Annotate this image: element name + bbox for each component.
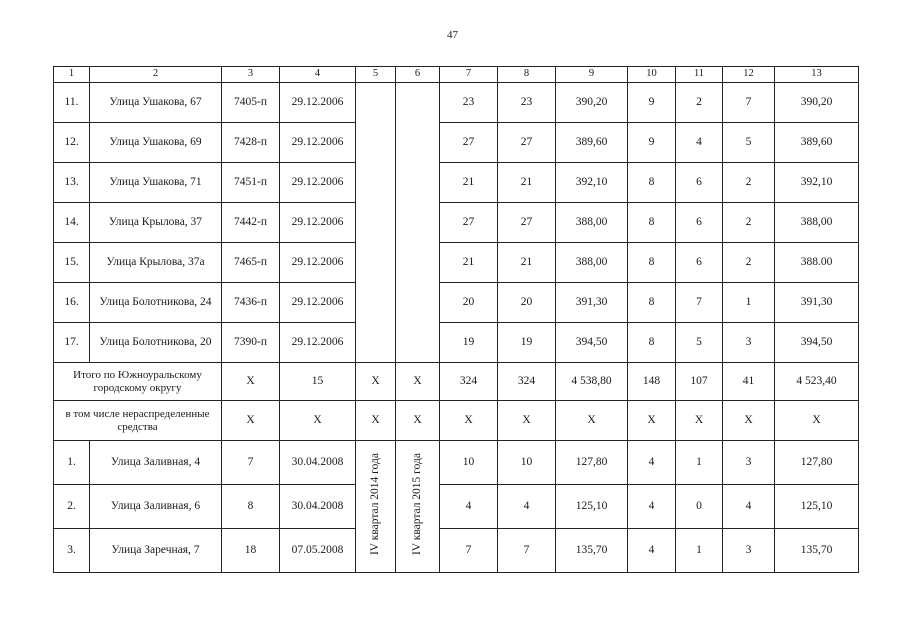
total-cell: 148 [628,363,676,401]
row-number: 3. [54,529,90,573]
column-number: 3 [222,67,280,83]
table-row [54,441,859,485]
total-label: Итого по Южноуральскому городскому округу [54,363,222,401]
table-cell: 391,30 [556,283,628,323]
total-row [54,363,859,401]
column-number: 1 [54,67,90,83]
row-number: 13. [54,163,90,203]
column-number: 7 [440,67,498,83]
table-cell: 388,00 [775,203,859,243]
column-number: 13 [775,67,859,83]
table-cell: 2 [723,243,775,283]
street-name: Улица Крылова, 37а [90,243,222,283]
table-cell: 4 [628,485,676,529]
subtotal-cell: Х [498,401,556,441]
table-cell: 29.12.2006 [280,203,356,243]
street-name: Улица Ушакова, 67 [90,83,222,123]
table-cell: 29.12.2006 [280,83,356,123]
table-row [54,529,859,573]
table-cell: 4 [723,485,775,529]
table-cell: 388.00 [775,243,859,283]
page-number: 47 [447,29,458,41]
table-cell: 388,00 [556,243,628,283]
street-name: Улица Болотникова, 24 [90,283,222,323]
quarter-cell-c5 [356,441,396,573]
table-cell: 3 [723,323,775,363]
table-cell: 390,20 [775,83,859,123]
table-cell: 7 [222,441,280,485]
table-cell: 7465-п [222,243,280,283]
table-cell: 7405-п [222,83,280,123]
table-cell: 6 [676,163,723,203]
subtotal-cell: Х [356,401,396,441]
column-number: 10 [628,67,676,83]
table-cell: 21 [498,163,556,203]
row-number: 14. [54,203,90,243]
table-cell: 5 [723,123,775,163]
row-number: 2. [54,485,90,529]
table-cell: 1 [676,529,723,573]
table-cell: 4 [498,485,556,529]
quarter-cell-c6 [396,441,440,573]
table-cell: 125,10 [556,485,628,529]
table-cell: 29.12.2006 [280,163,356,203]
table-cell: 125,10 [775,485,859,529]
table-cell: 6 [676,243,723,283]
table-row [54,283,859,323]
table-cell: 389,60 [556,123,628,163]
total-cell: 324 [498,363,556,401]
total-cell: 107 [676,363,723,401]
table-cell: 389,60 [775,123,859,163]
total-cell: Х [222,363,280,401]
table-cell: 7 [676,283,723,323]
table-cell: 7 [723,83,775,123]
table-row [54,485,859,529]
table-cell: 2 [676,83,723,123]
table-cell: 18 [222,529,280,573]
table-cell: 27 [498,203,556,243]
quarter-label: IV квартал 2015 года [410,453,423,556]
total-cell: Х [356,363,396,401]
table-cell: 29.12.2006 [280,243,356,283]
total-cell: 4 538,80 [556,363,628,401]
table-cell: 3 [723,529,775,573]
table-cell: 9 [628,83,676,123]
row-number: 16. [54,283,90,323]
column-number: 6 [396,67,440,83]
table-row [54,163,859,203]
table-cell: 19 [440,323,498,363]
row-number: 11. [54,83,90,123]
table-cell: 23 [440,83,498,123]
table-cell: 29.12.2006 [280,123,356,163]
table-cell: 7 [498,529,556,573]
table-cell: 135,70 [556,529,628,573]
column-number: 12 [723,67,775,83]
subtotal-cell: Х [222,401,280,441]
table-cell: 1 [723,283,775,323]
table-row [54,203,859,243]
column-number: 5 [356,67,396,83]
street-name: Улица Крылова, 37 [90,203,222,243]
table-cell: 8 [222,485,280,529]
subtotal-cell: Х [396,401,440,441]
table-cell: 27 [440,123,498,163]
table-cell: 27 [498,123,556,163]
column-number: 11 [676,67,723,83]
street-name: Улица Ушакова, 69 [90,123,222,163]
table-cell: 3 [723,441,775,485]
table-cell: 20 [498,283,556,323]
register-table [53,66,859,573]
subtotal-cell: Х [775,401,859,441]
table-cell: 4 [676,123,723,163]
street-name: Улица Заливная, 4 [90,441,222,485]
table-cell: 29.12.2006 [280,283,356,323]
table-cell: 8 [628,283,676,323]
table-cell: 4 [628,529,676,573]
table-cell: 392,10 [556,163,628,203]
total-cell: 324 [440,363,498,401]
table-cell: 4 [440,485,498,529]
quarter-label: IV квартал 2014 года [368,453,381,556]
row-number: 12. [54,123,90,163]
table-cell: 1 [676,441,723,485]
table-cell: 29.12.2006 [280,323,356,363]
subtotal-cell: Х [676,401,723,441]
table-cell: 7442-п [222,203,280,243]
column-number-row [54,67,859,83]
table-cell: 27 [440,203,498,243]
table-cell: 21 [440,243,498,283]
total-cell: 15 [280,363,356,401]
subtotal-cell: Х [280,401,356,441]
subtotal-cell: Х [556,401,628,441]
merged-empty-cell-c5 [356,83,396,363]
table-cell: 6 [676,203,723,243]
table-cell: 4 [628,441,676,485]
table-cell: 127,80 [556,441,628,485]
table-cell: 127,80 [775,441,859,485]
table-cell: 7390-п [222,323,280,363]
street-name: Улица Заливная, 6 [90,485,222,529]
table-cell: 21 [498,243,556,283]
row-number: 17. [54,323,90,363]
total-cell: Х [396,363,440,401]
merged-empty-cell-c6 [396,83,440,363]
table-cell: 390,20 [556,83,628,123]
table-cell: 7 [440,529,498,573]
table-cell: 30.04.2008 [280,485,356,529]
table-cell: 9 [628,123,676,163]
table-cell: 8 [628,163,676,203]
subtotal-cell: Х [440,401,498,441]
table-cell: 7451-п [222,163,280,203]
table-cell: 394,50 [556,323,628,363]
subtotal-cell: Х [723,401,775,441]
table-cell: 394,50 [775,323,859,363]
table-cell: 7428-п [222,123,280,163]
subtotal-cell: Х [628,401,676,441]
table-cell: 10 [498,441,556,485]
street-name: Улица Болотникова, 20 [90,323,222,363]
table-cell: 135,70 [775,529,859,573]
table-cell: 5 [676,323,723,363]
table-row [54,323,859,363]
table-cell: 07.05.2008 [280,529,356,573]
table-cell: 8 [628,323,676,363]
table-row [54,243,859,283]
row-number: 15. [54,243,90,283]
table-cell: 19 [498,323,556,363]
table-cell: 391,30 [775,283,859,323]
table-cell: 8 [628,203,676,243]
table-cell: 0 [676,485,723,529]
column-number: 2 [90,67,222,83]
street-name: Улица Заречная, 7 [90,529,222,573]
table-cell: 8 [628,243,676,283]
subtotal-row [54,401,859,441]
column-number: 8 [498,67,556,83]
street-name: Улица Ушакова, 71 [90,163,222,203]
table-cell: 2 [723,163,775,203]
table-row [54,83,859,123]
total-cell: 41 [723,363,775,401]
table-cell: 23 [498,83,556,123]
table-row [54,123,859,163]
table-cell: 20 [440,283,498,323]
total-cell: 4 523,40 [775,363,859,401]
subtotal-label: в том числе нераспределенные средства [54,401,222,441]
table-cell: 30.04.2008 [280,441,356,485]
table-cell: 21 [440,163,498,203]
column-number: 4 [280,67,356,83]
table-cell: 10 [440,441,498,485]
column-number: 9 [556,67,628,83]
table-cell: 388,00 [556,203,628,243]
table-cell: 2 [723,203,775,243]
table-cell: 7436-п [222,283,280,323]
table-cell: 392,10 [775,163,859,203]
row-number: 1. [54,441,90,485]
